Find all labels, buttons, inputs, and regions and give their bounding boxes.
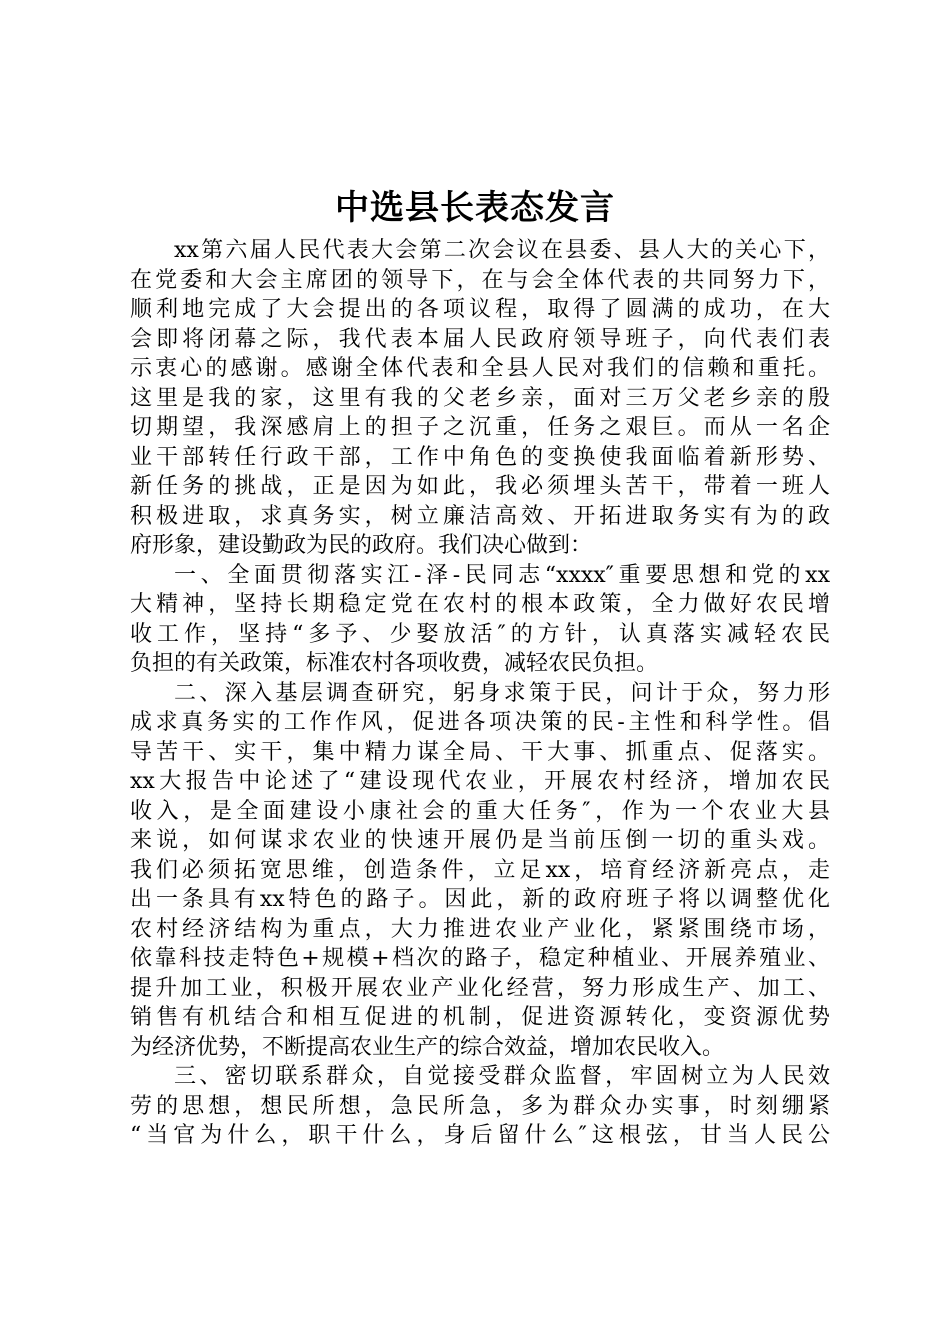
text-line: 导苦干、实干，集中精力谋全局、干大事、抓重点、促落实。 (130, 739, 830, 765)
text-line: 会即将闭幕之际，我代表本届人民政府领导班子，向代表们表 (130, 326, 830, 352)
text-line: 提升加工业，积极开展农业产业化经营，努力形成生产、加工、 (130, 975, 830, 1001)
text-line: 积极进取，求真务实，树立廉洁高效、开拓进取务实有为的政 (130, 503, 830, 529)
document-title: 中选县长表态发言 (335, 188, 615, 228)
text-line: 出一条具有xx特色的路子。因此，新的政府班子将以调整优化 (130, 887, 830, 912)
document-body (130, 236, 830, 1151)
text-line: xx大报告中论述了“建设现代农业，开展农村经济，增加农民 (130, 769, 830, 794)
text-line: 销售有机结合和相互促进的机制，促进资源转化，变资源优势 (130, 1005, 830, 1030)
text-line: 我们必须拓宽思维，创造条件，立足xx，培育经济新亮点，走 (130, 857, 830, 883)
text-line: 顺利地完成了大会提出的各项议程，取得了圆满的成功，在大 (130, 297, 830, 322)
text-line: xx第六届人民代表大会第二次会议在县委、县人大的关心下， (174, 238, 830, 263)
text-line: 三、密切联系群众，自觉接受群众监督，牢固树立为人民效 (174, 1064, 830, 1089)
text-line: 二、深入基层调查研究，躬身求策于民，问计于众，努力形 (174, 680, 830, 706)
text-line: 一、全面贯彻落实江-泽-民同志“xxxx″重要思想和党的xx (174, 562, 830, 588)
text-line: 来说，如何谋求农业的快速开展仍是当前压倒一切的重头戏。 (130, 828, 830, 853)
text-line: 依靠科技走特色+规模+档次的路子，稳定种植业、开展养殖业、 (130, 946, 830, 971)
text-line: 大精神，坚持长期稳定党在农村的根本政策，全力做好农民增 (130, 592, 830, 617)
text-line: “当官为什么，职干什么，身后留什么″这根弦，甘当人民公 (130, 1123, 830, 1148)
text-line: 这里是我的家，这里有我的父老乡亲，面对三万父老乡亲的殷 (130, 385, 830, 411)
text-line: 为经济优势，不断提高农业生产的综合效益，增加农民收入。 (130, 1034, 725, 1060)
text-line: 成求真务实的工作作风，促进各项决策的民-主性和科学性。倡 (130, 710, 830, 735)
text-line: 负担的有关政策，标准农村各项收费，减轻农民负担。 (130, 651, 659, 676)
text-line: 收入，是全面建设小康社会的重大任务″，作为一个农业大县 (130, 798, 830, 824)
text-line: 业干部转任行政干部，工作中角色的变换使我面临着新形势、 (130, 444, 830, 470)
text-line: 切期望，我深感肩上的担子之沉重，任务之艰巨。而从一名企 (130, 415, 830, 440)
text-line: 劳的思想，想民所想，急民所急，多为群众办实事，时刻绷紧 (130, 1093, 830, 1119)
text-line: 在党委和大会主席团的领导下，在与会全体代表的共同努力下， (130, 267, 830, 293)
text-line: 府形象，建设勤政为民的政府。我们决心做到： (130, 533, 593, 558)
text-line: 收工作，坚持“多予、少娶放活″的方针，认真落实减轻农民 (130, 621, 830, 647)
text-line: 农村经济结构为重点，大力推进农业产业化，紧紧围绕市场， (130, 916, 830, 942)
text-line: 新任务的挑战，正是因为如此，我必须埋头苦干，带着一班人 (130, 474, 830, 499)
text-line: 示衷心的感谢。感谢全体代表和全县人民对我们的信赖和重托。 (130, 356, 830, 381)
